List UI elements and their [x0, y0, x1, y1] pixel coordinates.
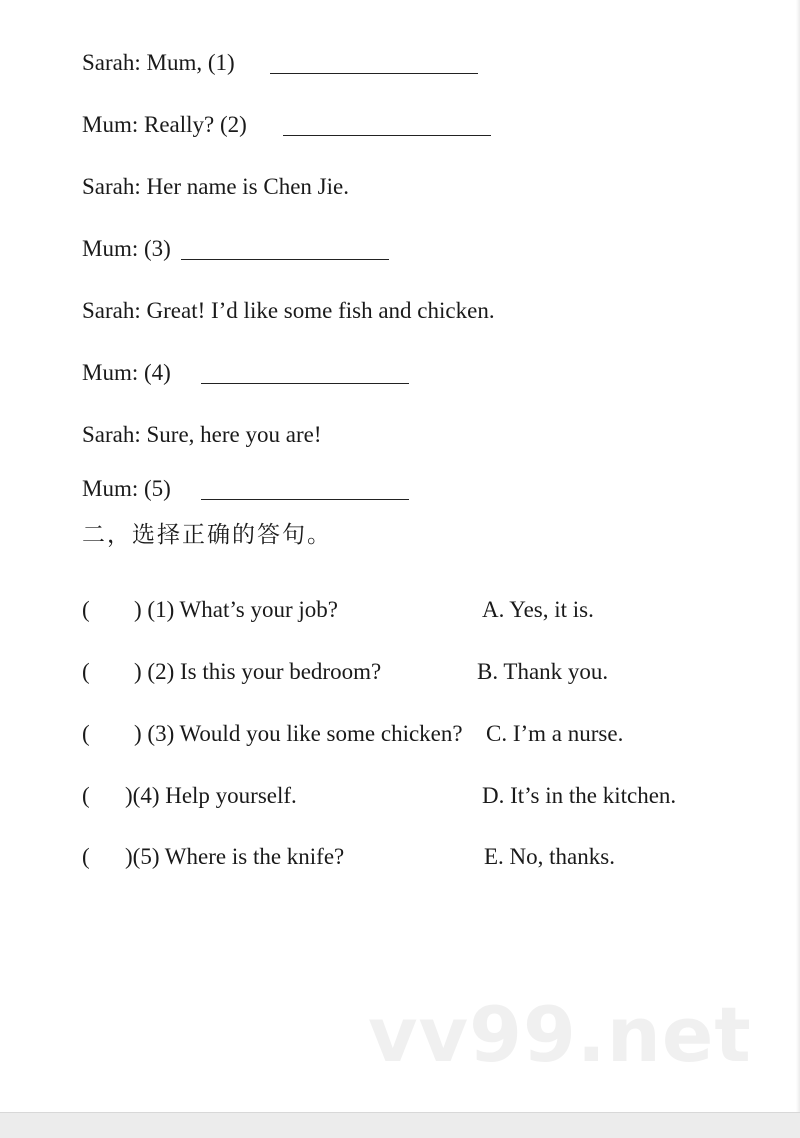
dialogue-line-4: Mum: (3)	[82, 236, 171, 261]
option-text: B. Thank you.	[477, 659, 609, 684]
section-title: 二，选择正确的答句。	[82, 522, 332, 548]
dialogue-line-6: Mum: (4)	[82, 360, 171, 385]
answer-bracket[interactable]: (	[82, 844, 90, 869]
answer-blank-3[interactable]	[181, 259, 389, 260]
option-text: A. Yes, it is.	[482, 597, 594, 622]
dialogue-line-5: Sarah: Great! I’d like some fish and chicken.	[82, 298, 495, 323]
dialogue-line-8: Mum: (5)	[82, 476, 171, 501]
dialogue-line-3: Sarah: Her name is Chen Jie.	[82, 174, 349, 199]
answer-bracket[interactable]: (	[82, 659, 90, 684]
question-text: )(4) Help yourself.	[125, 783, 297, 808]
question-text: ) (2) Is this your bedroom?	[134, 659, 382, 684]
option-text: C. I’m a nurse.	[486, 721, 624, 746]
dialogue-line-2: Mum: Really? (2)	[82, 112, 247, 137]
answer-blank-4[interactable]	[201, 383, 409, 384]
answer-bracket[interactable]: (	[82, 597, 90, 622]
dialogue-line-7: Sarah: Sure, here you are!	[82, 422, 322, 447]
page-edge	[796, 0, 800, 1137]
dialogue-line-1: Sarah: Mum, (1)	[82, 50, 235, 75]
answer-blank-1[interactable]	[270, 73, 478, 74]
question-text: ) (1) What’s your job?	[134, 597, 338, 622]
answer-blank-5[interactable]	[201, 499, 409, 500]
answer-bracket[interactable]: (	[82, 783, 90, 808]
page-bottom-edge	[0, 1112, 800, 1138]
question-text: )(5) Where is the knife?	[125, 844, 345, 869]
option-text: E. No, thanks.	[484, 844, 615, 869]
watermark: vv99.net	[368, 990, 752, 1079]
option-text: D. It’s in the kitchen.	[482, 783, 677, 808]
answer-bracket[interactable]: (	[82, 721, 90, 746]
question-text: ) (3) Would you like some chicken?	[134, 721, 463, 746]
answer-blank-2[interactable]	[283, 135, 491, 136]
